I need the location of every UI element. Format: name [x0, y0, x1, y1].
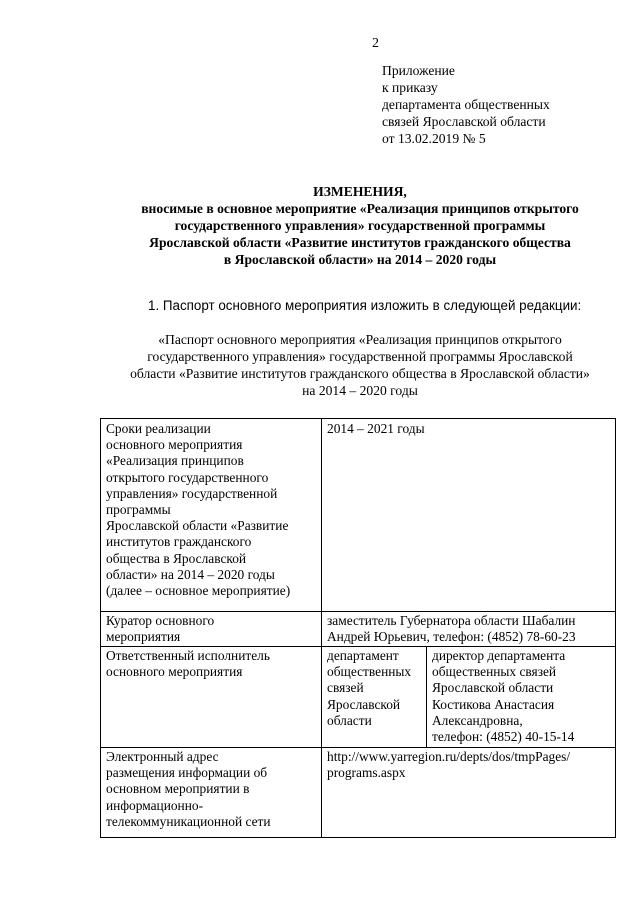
- cell-line: Ярославской: [327, 696, 401, 712]
- table-border-right: [615, 418, 616, 838]
- passport-title-line: на 2014 – 2020 годы: [302, 383, 418, 398]
- cell-line: области» на 2014 – 2020 годы: [106, 566, 275, 582]
- appendix-line: от 13.02.2019 № 5: [382, 131, 486, 146]
- row1-label-cell: [106, 421, 290, 599]
- row4-value-cell: [327, 749, 570, 781]
- cell-line: информационно-: [106, 797, 204, 813]
- heading-line: ИЗМЕНЕНИЯ,: [313, 184, 407, 199]
- cell-line: общественных связей: [432, 664, 557, 680]
- cell-line: Александровна,: [432, 712, 523, 728]
- table-row-divider: [100, 646, 616, 647]
- cell-line: Электронный адрес: [106, 749, 219, 764]
- table-column-divider: [321, 418, 322, 838]
- cell-line: мероприятия: [106, 629, 181, 645]
- cell-line: Ярославской области «Развитие: [106, 518, 289, 534]
- cell-line: Куратор основного: [106, 613, 215, 628]
- row3-department-cell: [327, 648, 411, 729]
- document-heading: [70, 183, 640, 268]
- row3-label-cell: [106, 648, 270, 680]
- table-border-left: [100, 418, 101, 838]
- cell-line: заместитель Губернатора области Шабалин: [327, 613, 576, 628]
- passport-table: [100, 418, 616, 838]
- cell-line: департамент: [327, 648, 399, 663]
- cell-line: Сроки реализации: [106, 421, 211, 436]
- appendix-line: связей Ярославской области: [382, 114, 546, 129]
- cell-line: Андрей Юрьевич, телефон: (4852) 78-60-23: [327, 629, 576, 645]
- row4-label-cell: [106, 749, 271, 830]
- cell-line: «Реализация принципов: [106, 453, 244, 469]
- cell-line: директор департамента: [432, 648, 566, 663]
- cell-line: связей: [327, 680, 364, 696]
- appendix-line: к приказу: [382, 80, 438, 95]
- website-link[interactable]: http://www.yarregion.ru/depts/dos/tmpPages/: [327, 749, 571, 764]
- cell-line: размещения информации об: [106, 765, 268, 781]
- cell-line: основного мероприятия: [106, 664, 243, 680]
- heading-line: вносимые в основное мероприятие «Реализация принципов открытого: [141, 201, 579, 216]
- appendix-line: департамента общественных: [382, 97, 550, 112]
- cell-line: Ответственный исполнитель: [106, 648, 270, 663]
- appendix-note: [382, 62, 550, 147]
- cell-line: общественных: [327, 664, 412, 680]
- cell-line: основного мероприятия: [106, 437, 243, 453]
- cell-line: основном мероприятии в: [106, 781, 250, 797]
- passport-title-line: государственного управления» государственной программы Ярославской: [147, 349, 573, 364]
- row1-value-cell: [327, 421, 425, 437]
- cell-line: (далее – основное мероприятие): [106, 583, 291, 599]
- cell-line: телекоммуникационной сети: [106, 813, 271, 829]
- passport-title: [80, 331, 640, 399]
- row3-person-cell: [432, 648, 574, 745]
- cell-line: управления» государственной: [106, 485, 278, 501]
- row2-label-cell: [106, 613, 214, 645]
- heading-line: Ярославской области «Развитие институтов гражданского общества: [149, 235, 571, 250]
- cell-line: области: [327, 712, 372, 728]
- website-link[interactable]: programs.aspx: [327, 765, 406, 781]
- table-border-bottom: [100, 837, 616, 838]
- table-border-top: [100, 418, 616, 419]
- heading-line: государственного управления» государственной программы: [174, 218, 546, 233]
- passport-title-line: «Паспорт основного мероприятия «Реализация принципов открытого: [158, 332, 562, 347]
- cell-line: институтов гражданского: [106, 534, 252, 550]
- cell-line: 2014 – 2021 годы: [327, 421, 425, 436]
- cell-line: программы: [106, 502, 171, 518]
- table-row-divider: [100, 747, 616, 748]
- appendix-line: Приложение: [382, 63, 455, 78]
- table-subcolumn-divider: [426, 646, 427, 747]
- item-1-text: 1. Паспорт основного мероприятия изложить в следующей редакции:: [148, 298, 582, 313]
- table-row-divider: [100, 611, 616, 612]
- cell-line: телефон: (4852) 40-15-14: [432, 729, 575, 745]
- page-number: 2: [372, 36, 379, 51]
- cell-line: общества в Ярославской: [106, 550, 247, 566]
- heading-line: в Ярославской области» на 2014 – 2020 годы: [223, 252, 497, 267]
- cell-line: Костикова Анастасия: [432, 696, 555, 712]
- cell-line: открытого государственного: [106, 469, 269, 485]
- passport-title-line: области «Развитие институтов гражданского общества в Ярославской области»: [130, 366, 590, 381]
- row2-value-cell: [327, 613, 576, 645]
- cell-line: Ярославской области: [432, 680, 554, 696]
